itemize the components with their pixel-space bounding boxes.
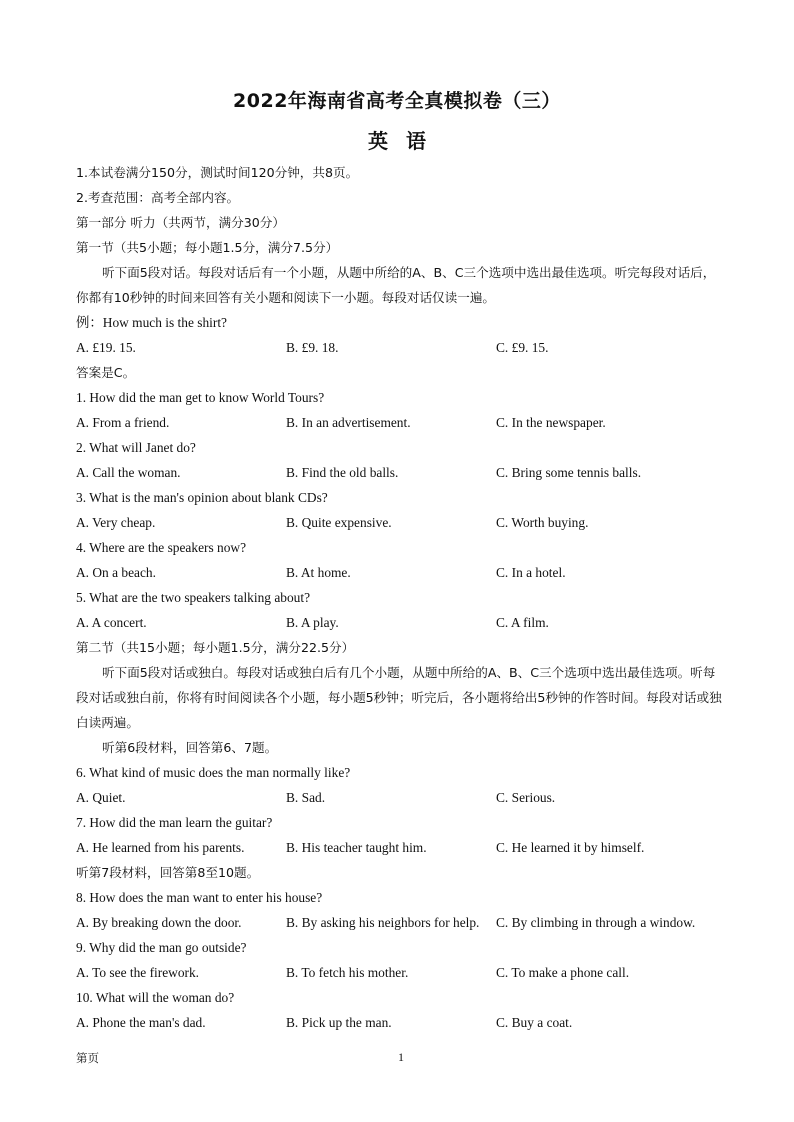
option-b: B. Pick up the man. — [286, 1015, 392, 1030]
option-a: A. He learned from his parents. — [76, 840, 245, 855]
question-9: 9. Why did the man go outside? — [76, 940, 247, 955]
option-a: A. By breaking down the door. — [76, 915, 242, 930]
option-a: A. Quiet. — [76, 790, 126, 805]
example-option-c: C. £9. 15. — [496, 340, 549, 355]
option-b: B. Sad. — [286, 790, 326, 805]
question-6-options — [76, 785, 724, 810]
question-8-options — [76, 910, 724, 935]
option-c: C. To make a phone call. — [496, 965, 630, 980]
option-c: C. In a hotel. — [496, 565, 566, 580]
question-8: 8. How does the man want to enter his house? — [76, 890, 323, 905]
note-1: 1.本试卷满分150分，测试时间120分钟，共8页。 — [76, 165, 359, 180]
question-7: 7. How did the man learn the guitar? — [76, 815, 273, 830]
option-a: A. Phone the man's dad. — [76, 1015, 206, 1030]
option-b: B. At home. — [286, 565, 351, 580]
option-c: C. Serious. — [496, 790, 556, 805]
option-a: A. On a beach. — [76, 565, 156, 580]
option-b: B. Quite expensive. — [286, 515, 392, 530]
option-c: C. He learned it by himself. — [496, 840, 645, 855]
question-10: 10. What will the woman do? — [76, 990, 235, 1005]
question-3-options — [76, 510, 724, 535]
option-b: B. In an advertisement. — [286, 415, 411, 430]
example-options — [76, 335, 724, 360]
option-b: B. By asking his neighbors for help. — [286, 915, 480, 930]
question-5-options — [76, 610, 724, 635]
part1-heading: 第一部分 听力（共两节，满分30分） — [76, 215, 285, 230]
option-c: C. Worth buying. — [496, 515, 589, 530]
section2-heading: 第二节（共15小题；每小题1.5分，满分22.5分） — [76, 640, 355, 655]
question-3: 3. What is the man's opinion about blank CDs? — [76, 490, 328, 505]
option-b: B. To fetch his mother. — [286, 965, 409, 980]
question-9-options — [76, 960, 724, 985]
subject-title: 英语 — [368, 129, 444, 153]
example-option-a: A. £19. 15. — [76, 340, 136, 355]
question-4-options — [76, 560, 724, 585]
option-a: A. Very cheap. — [76, 515, 156, 530]
section1-instructions: 听下面5段对话。每段对话后有一个小题，从题中所给的A、B、C三个选项中选出最佳选项。听完每段对话后，你都有10秒钟的时间来回答有关小题和阅读下一小题。每段对话仅读一遍。 — [76, 265, 716, 305]
question-1: 1. How did the man get to know World Tours? — [76, 390, 325, 405]
footer-label: 第页 — [76, 1051, 99, 1065]
option-c: C. Bring some tennis balls. — [496, 465, 642, 480]
question-5: 5. What are the two speakers talking about? — [76, 590, 311, 605]
option-a: A. A concert. — [76, 615, 147, 630]
example-option-b: B. £9. 18. — [286, 340, 339, 355]
section1-heading: 第一节（共5小题；每小题1.5分，满分7.5分） — [76, 240, 339, 255]
question-4: 4. Where are the speakers now? — [76, 540, 247, 555]
note-2: 2.考查范围：高考全部内容。 — [76, 190, 240, 205]
option-c: C. Buy a coat. — [496, 1015, 573, 1030]
option-b: B. His teacher taught him. — [286, 840, 427, 855]
question-10-options — [76, 1010, 724, 1035]
option-b: B. Find the old balls. — [286, 465, 399, 480]
page-number: 1 — [398, 1050, 404, 1064]
option-c: C. In the newspaper. — [496, 415, 606, 430]
question-6: 6. What kind of music does the man normally like? — [76, 765, 351, 780]
section2-instructions: 听下面5段对话或独白。每段对话或独白后有几个小题，从题中所给的A、B、C三个选项中选出最佳选项。听每段对话或独白前，你将有时间阅读各个小题，每小题5秒钟；听完后，各小题将给出5秒钟的作答时间。每段对话或独白读两遍。 — [76, 665, 722, 730]
option-b: B. A play. — [286, 615, 339, 630]
option-a: A. From a friend. — [76, 415, 170, 430]
question-2-options — [76, 460, 724, 485]
material-6-note: 听第6段材料，回答第6、7题。 — [102, 740, 278, 755]
question-1-options — [76, 410, 724, 435]
question-2: 2. What will Janet do? — [76, 440, 196, 455]
option-c: C. A film. — [496, 615, 549, 630]
option-c: C. By climbing in through a window. — [496, 915, 696, 930]
example-question: 例：How much is the shirt? — [76, 315, 227, 330]
material-7-note: 听第7段材料，回答第8至10题。 — [76, 865, 260, 880]
exam-title: 2022年海南省高考全真模拟卷（三） — [233, 90, 561, 112]
exam-content — [76, 160, 724, 1035]
example-answer: 答案是C。 — [76, 365, 136, 380]
option-a: A. To see the firework. — [76, 965, 200, 980]
question-7-options — [76, 835, 724, 860]
page-footer — [76, 1050, 724, 1070]
option-a: A. Call the woman. — [76, 465, 181, 480]
